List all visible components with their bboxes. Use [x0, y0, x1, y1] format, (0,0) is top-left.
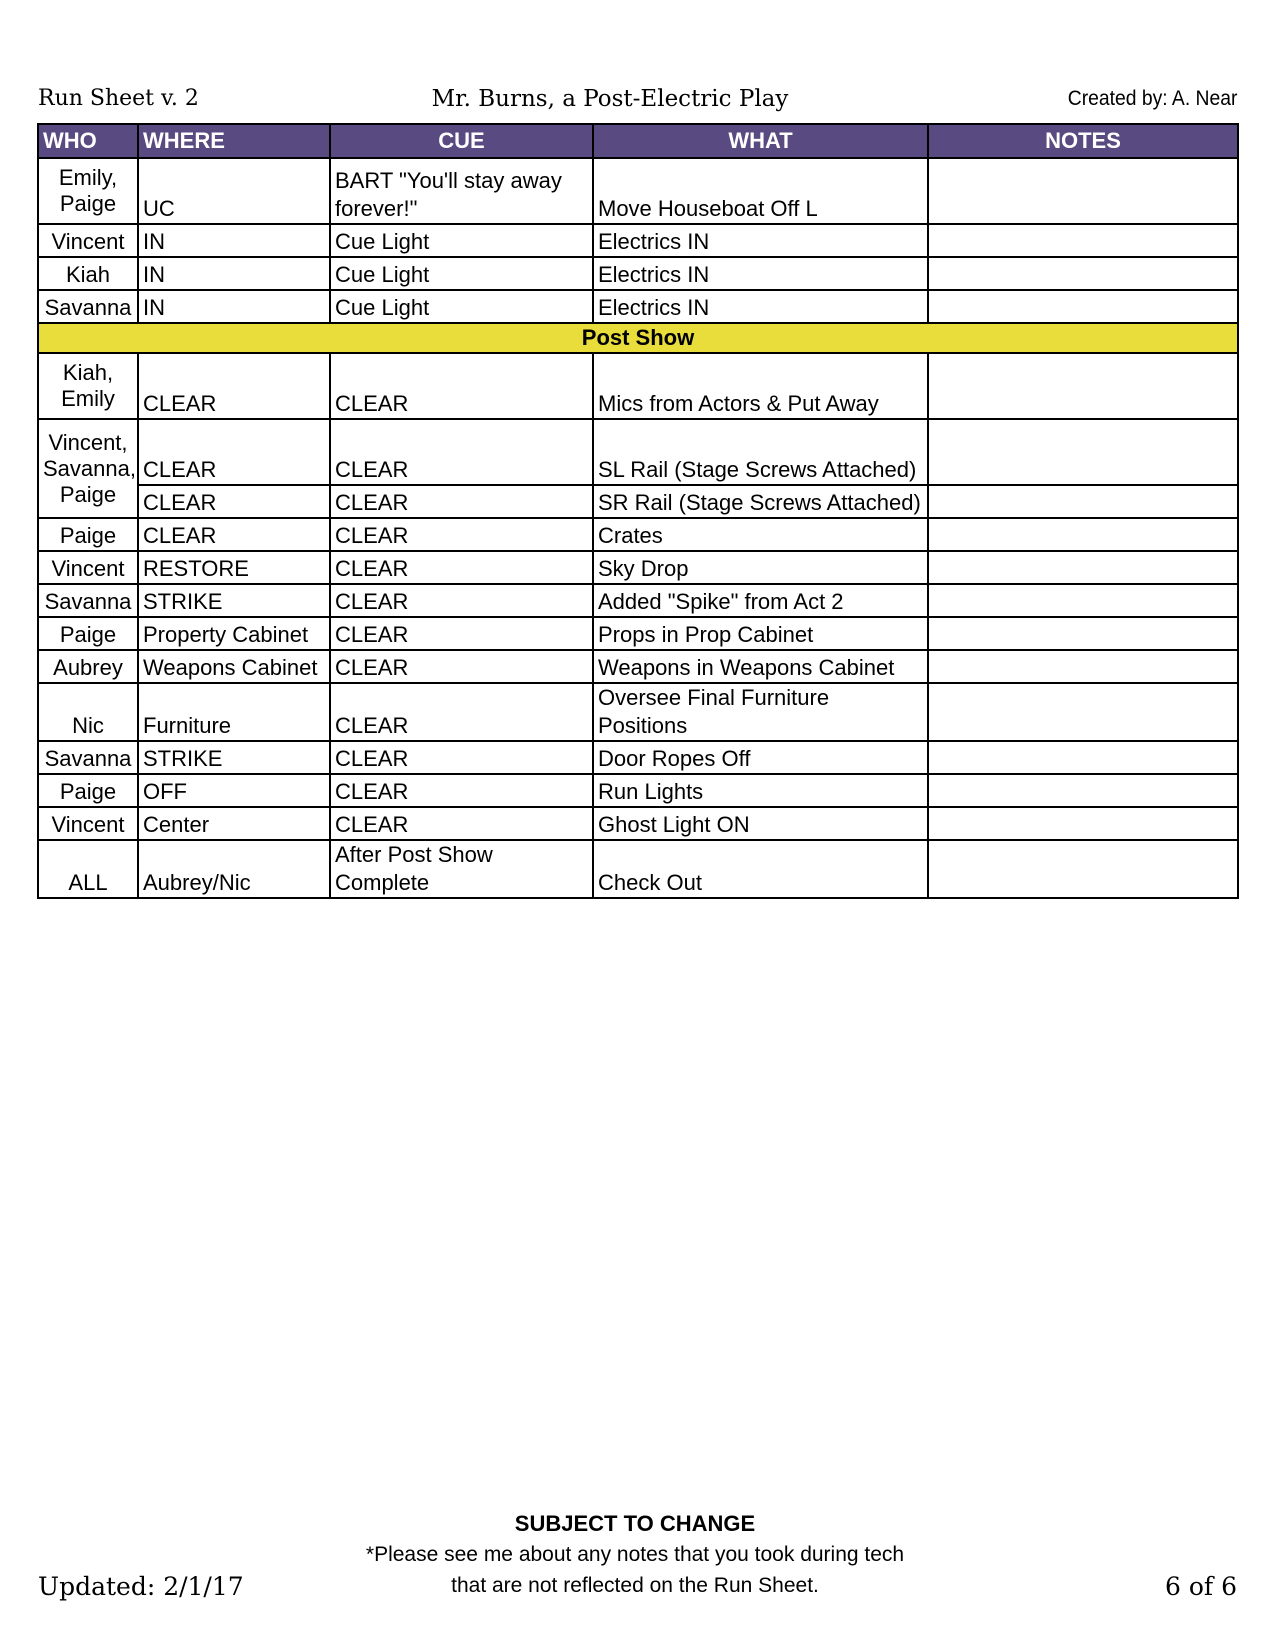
table-row: [38, 807, 1238, 840]
footer-note-line-1: *Please see me about any notes that you took during tech: [365, 1543, 905, 1566]
cell-who: Nic: [38, 683, 138, 741]
cell-cue: Cue Light: [330, 257, 593, 290]
col-notes: NOTES: [928, 124, 1238, 158]
cell-notes: [928, 741, 1238, 774]
cell-notes: [928, 353, 1238, 419]
cell-cue: CLEAR: [330, 419, 593, 485]
cell-notes: [928, 224, 1238, 257]
cell-cue: After Post Show Complete: [330, 840, 593, 898]
cell-what: SL Rail (Stage Screws Attached): [593, 419, 928, 485]
cell-notes: [928, 257, 1238, 290]
cell-who: Emily, Paige: [38, 158, 138, 224]
table-row: [38, 290, 1238, 323]
cell-what: Electrics IN: [593, 224, 928, 257]
subject-to-change: SUBJECT TO CHANGE: [514, 1511, 756, 1536]
cell-cue: CLEAR: [330, 807, 593, 840]
cell-who: Savanna: [38, 584, 138, 617]
cell-who: Aubrey: [38, 650, 138, 683]
table-row: [38, 741, 1238, 774]
cell-cue: CLEAR: [330, 617, 593, 650]
cell-notes: [928, 158, 1238, 224]
run-sheet-table: [37, 123, 1239, 899]
col-where: WHERE: [138, 124, 330, 158]
cell-who: Kiah, Emily: [38, 353, 138, 419]
col-who: WHO: [38, 124, 138, 158]
cell-who: Vincent, Savanna, Paige: [38, 419, 138, 518]
cell-what: Run Lights: [593, 774, 928, 807]
cell-where: CLEAR: [138, 485, 330, 518]
cell-where: IN: [138, 224, 330, 257]
cell-who: Kiah: [38, 257, 138, 290]
cell-what: Check Out: [593, 840, 928, 898]
cell-where: STRIKE: [138, 584, 330, 617]
cell-where: CLEAR: [138, 518, 330, 551]
table-row: [38, 353, 1238, 419]
table-row: [38, 584, 1238, 617]
cell-who: Vincent: [38, 551, 138, 584]
footer-notice-block: [350, 1508, 920, 1601]
cell-where: STRIKE: [138, 741, 330, 774]
table-row: [38, 485, 1238, 518]
table-row: [38, 158, 1238, 224]
table-row: [38, 224, 1238, 257]
cell-who: Savanna: [38, 741, 138, 774]
created-by: Created by: A. Near: [1067, 87, 1237, 110]
cell-cue: Cue Light: [330, 290, 593, 323]
cell-where: UC: [138, 158, 330, 224]
cell-what: Weapons in Weapons Cabinet: [593, 650, 928, 683]
cell-who: Savanna: [38, 290, 138, 323]
cell-where: RESTORE: [138, 551, 330, 584]
cell-cue: CLEAR: [330, 353, 593, 419]
cell-cue: CLEAR: [330, 650, 593, 683]
cell-notes: [928, 807, 1238, 840]
cell-what: Added "Spike" from Act 2: [593, 584, 928, 617]
cell-notes: [928, 290, 1238, 323]
cell-cue: CLEAR: [330, 683, 593, 741]
cell-what: Move Houseboat Off L: [593, 158, 928, 224]
cell-notes: [928, 485, 1238, 518]
table-row: [38, 257, 1238, 290]
cell-notes: [928, 419, 1238, 485]
cell-what: Door Ropes Off: [593, 741, 928, 774]
cell-who: Paige: [38, 774, 138, 807]
table-header-row: [38, 124, 1238, 158]
cell-notes: [928, 518, 1238, 551]
cell-cue: CLEAR: [330, 741, 593, 774]
cell-what: Mics from Actors & Put Away: [593, 353, 928, 419]
cell-what: Ghost Light ON: [593, 807, 928, 840]
cell-who: Vincent: [38, 224, 138, 257]
cell-cue: CLEAR: [330, 584, 593, 617]
cell-notes: [928, 774, 1238, 807]
cell-where: IN: [138, 257, 330, 290]
cell-where: CLEAR: [138, 419, 330, 485]
col-what: WHAT: [593, 124, 928, 158]
page-number: 6 of 6: [1164, 1572, 1237, 1601]
cell-what: Electrics IN: [593, 257, 928, 290]
cell-notes: [928, 617, 1238, 650]
cell-where: Property Cabinet: [138, 617, 330, 650]
cell-where: IN: [138, 290, 330, 323]
table-row: [38, 617, 1238, 650]
cell-cue: CLEAR: [330, 518, 593, 551]
section-title: Post Show: [38, 323, 1238, 353]
table-row: [38, 774, 1238, 807]
cell-notes: [928, 551, 1238, 584]
cell-what: SR Rail (Stage Screws Attached): [593, 485, 928, 518]
cell-notes: [928, 584, 1238, 617]
table-row: [38, 683, 1238, 741]
cell-cue: CLEAR: [330, 551, 593, 584]
footer-note-line-2: that are not reflected on the Run Sheet.: [451, 1574, 819, 1597]
cell-cue: Cue Light: [330, 224, 593, 257]
table-row: [38, 551, 1238, 584]
cell-cue: BART "You'll stay away forever!": [330, 158, 593, 224]
col-cue: CUE: [330, 124, 593, 158]
cell-what: Oversee Final Furniture Positions: [593, 683, 928, 741]
cell-who: Vincent: [38, 807, 138, 840]
cell-who: ALL: [38, 840, 138, 898]
sheet-version: Run Sheet v. 2: [38, 86, 199, 111]
cell-what: Sky Drop: [593, 551, 928, 584]
cell-what: Crates: [593, 518, 928, 551]
table-row: [38, 840, 1238, 898]
section-row: [38, 323, 1238, 353]
play-title: Mr. Burns, a Post-Electric Play: [431, 86, 789, 112]
table-row: [38, 419, 1238, 485]
cell-cue: CLEAR: [330, 774, 593, 807]
cell-cue: CLEAR: [330, 485, 593, 518]
cell-what: Props in Prop Cabinet: [593, 617, 928, 650]
updated-date: Updated: 2/1/17: [38, 1572, 244, 1601]
table-row: [38, 650, 1238, 683]
cell-where: Furniture: [138, 683, 330, 741]
cell-where: CLEAR: [138, 353, 330, 419]
cell-where: Weapons Cabinet: [138, 650, 330, 683]
cell-what: Electrics IN: [593, 290, 928, 323]
cell-notes: [928, 683, 1238, 741]
cell-who: Paige: [38, 617, 138, 650]
cell-where: OFF: [138, 774, 330, 807]
cell-who: Paige: [38, 518, 138, 551]
cell-notes: [928, 650, 1238, 683]
cell-notes: [928, 840, 1238, 898]
table-row: [38, 518, 1238, 551]
cell-where: Center: [138, 807, 330, 840]
cell-where: Aubrey/Nic: [138, 840, 330, 898]
